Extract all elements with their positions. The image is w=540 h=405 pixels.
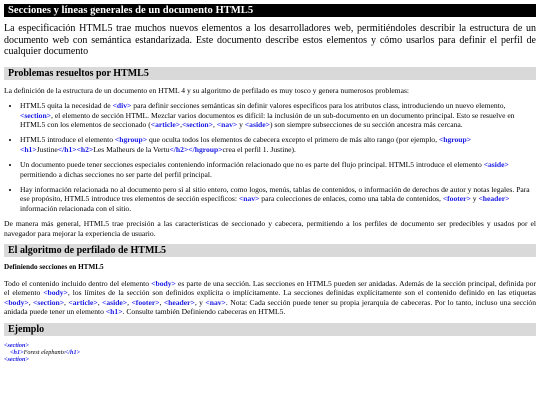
algorithm-paragraph: Todo el contenido incluido dentro del elemento <body> es parte de una sección. Las secciones en HTML5 pueden ser anidadas. Además de la sección principal, definida por el elemento <body>, los límites de la sección son definidos explícita o implícitamente. La secciones definidas explícitamente son el contenido definido en las etiquetas <body>, <section>, <article>, <aside>, <footer>, <header>, y <nav>. Nota: Cada sección puede tener su propia jerarquía de cabeceras. Por lo tanto, incluso una sección anidada puede tener un elemento <h1>. Consulte también Definiendo cabeceras en HTML5. — [4, 279, 537, 317]
page-title: Secciones y líneas generales de un documento HTML5 — [4, 4, 536, 17]
code-line: <h1>Forest elephants</h1> — [10, 348, 81, 356]
section-heading-example: Ejemplo — [4, 323, 536, 336]
problems-closing: De manera más general, HTML5 trae precisión a las características de seccionado y cabecera, permitiendo a los perfiles de documento ser predecibles y usados por el navegador para mejorar la experiencia de usuario. — [4, 219, 536, 238]
problems-list — [4, 101, 536, 213]
section-heading-problems: Problemas resueltos por HTML5 — [4, 67, 536, 80]
subheading-defining-sections: Definiendo secciones en HTML5 — [4, 263, 104, 272]
section-heading-algorithm: El algoritmo de perfilado de HTML5 — [4, 244, 536, 257]
list-item: • HTML5 quita la necesidad de <div> para definir secciones semánticas sin definir valores específicos para los atributos class, introduciendo un nuevo elemento, <section>, el elemento de sección HTML. Mezclar varios documentos es difícil: la inclusión de un sub-documento en un documento principal. Esto se resuelve en HTML5 con los elementos de seccionado (<article>,<section>, <nav> y <aside>) son siempre subsecciones de su sección ancestra más cercana. — [20, 101, 536, 129]
list-item: • HTML5 introduce el elemento <hgroup> que oculta todos los elementos de cabecera excepto el primero de más alto rango (por ejemplo, <hgroup> <h1>Justine</h1><h2>Les Malheurs de la Vertu</h2></hgroup>crea el perfil 1. Justine). — [20, 135, 536, 154]
code-example — [4, 342, 536, 363]
list-item: • Hay información relacionada no al documento pero sí al sitio entero, como logos, menús, tablas de contenidos, o información de derechos de autor y notas legales. Para ese propósito, HTML5 introduce tres elementos de sección específicos: <nav> para colecciones de enlaces, como una tabla de contenidos, <footer> y <header> información relacionada con el sitio. — [20, 185, 536, 213]
code-line: <section> — [4, 341, 29, 349]
code-line: <section> — [4, 355, 29, 363]
intro-paragraph: La especificación HTML5 trae muchos nuevos elementos a los desarrolladores web, permitiéndoles describir la estructura de un documento web con semántica estandarizada. Este documento describe estos elementos y cómo usarlos para definir el perfil de cualquier documento — [4, 23, 536, 58]
list-item: • Un documento puede tener secciones especiales conteniendo información relacionado que no es parte del flujo principal. HTML5 introduce el elemento <aside> permitiendo a dichas secciones no ser parte del perfil principal. — [20, 160, 536, 179]
problems-lead: La definición de la estructura de un documento en HTML 4 y su algoritmo de perfilado es muy tosco y genera numerosos problemas: — [4, 85, 410, 95]
